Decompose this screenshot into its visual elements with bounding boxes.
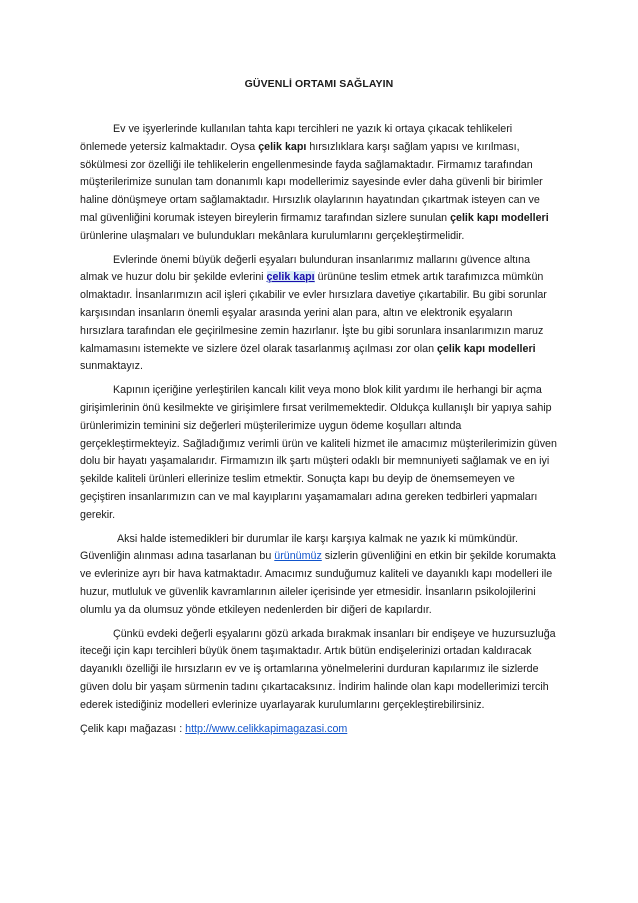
document-title: GÜVENLİ ORTAMI SAĞLAYIN bbox=[244, 78, 394, 90]
document-page bbox=[80, 78, 558, 744]
bold-keyword-celik-kapi: çelik kapı bbox=[258, 140, 307, 153]
paragraph-1-text-a: Ev ve işyerlerinde kullanılan tahta kapı tercihleri ne yazık ki ortaya çıkacak tehlikeleri önlemede yetersiz kalmaktadır. Oysa bbox=[80, 123, 513, 153]
celik-kapi-link[interactable]: çelik kapı bbox=[266, 271, 315, 284]
paragraph-2-text-a: Evlerinde önemi büyük değerli eşyaları bulunduran insanlarımız mallarını güvence altına almak ve huzur dolu bir şekilde evlerini bbox=[80, 253, 531, 284]
bold-keyword-celik-kapi-modelleri-2: çelik kapı modelleri bbox=[436, 342, 536, 355]
paragraph-2-text-c: ürününe teslim etmek artık tarafımızca mümkün olmaktadır. İnsanlarımızın acil işleri çıkabilir ve evler hırsızlara davetiye çıkartabilir. Bu gibi sorunlar karşısından insanların önemli eşyalar arasında yerini alan para, altın ve elektronik eşyaların hırsızlara tarafından ele geçirilmesine zemin hazırlanır. İşte bu gibi sorunlara insanlarımızın maruz kalmamasını istemekte ve sizlere özel olarak tasarlanmış açılması zor olan bbox=[80, 271, 547, 355]
paragraph-3: Kapının içeriğine yerleştirilen kancalı kilit veya mono blok kilit yardımı ile herhangi bir açma girişimlerinin önü kesilmekte ve girişimlere fırsat verilmemektedir. Oldukça kullanışlı bir yapıya sahip ürünlerimizin teminini siz değerleri müşterilerimize uygun ödeme koşulları altında gerçekleştirmekteyiz. Sağladığımız verimli ürün ve kaliteli hizmet ile amacımız müşterilerimizin güven dolu bir hayatı yaşamalarıdır. Firmamızın ilk şartı müşteri odaklı bir memnuniyeti sağlamak ve en iyi şekilde kaliteli ürünleri ellerinize teslim etmektir. Sonuçta kapı bu deyip de önemsemeyen ve geçiştiren insanlarımızın can ve mal kayıplarını yaşamamaları adına gereken tedbirleri yapmaları gerekir. bbox=[80, 384, 557, 521]
bold-keyword-celik-kapi-modelleri: çelik kapı modelleri bbox=[450, 211, 549, 224]
paragraph-1-text-d: ürünlerine ulaşmaları ve bulundukları mekânlara kurulumlarını gerçekleştirmelidir. bbox=[80, 229, 465, 242]
footer-label: Çelik kapı mağazası : bbox=[80, 722, 186, 735]
footer-line bbox=[80, 721, 558, 739]
paragraph-2 bbox=[80, 252, 558, 377]
paragraph-1 bbox=[80, 121, 558, 246]
paragraph-4-text-c: sizlerin güvenliğini en etkin bir şekilde korumakta ve evlerinize ayrı bir hava katmaktadır. Amacımız sunduğumuz kaliteli ve dayanıklı kapı modelleri ile huzur, mutluluk ve güvenlik kavramlarının aileler içerisinde yer etmesidir. İnsanların psikolojilerini olumlu ya da olumsuz yönde etkileyen nedenlerden bir diğeri de kapılardır. bbox=[80, 550, 556, 616]
paragraph-4-text-a: Aksi halde istemedikleri bir durumlar ile karşı karşıya kalmak ne yazık ki mümkündür. Güvenliğin alınması adına tasarlanan bu bbox=[80, 532, 518, 563]
store-url-link[interactable]: http://www.celikkapimagazasi.com bbox=[185, 722, 348, 735]
urunumuz-link[interactable]: ürünümüz bbox=[274, 550, 322, 563]
paragraph-1-text-c: hırsızlıklara karşı sağlam yapısı ve kırılması, sökülmesi zor özelliği ile tehlikelerin engellenmesinde fayda sağlamaktadır. Firmamız tarafından müşterilerimize sunulan tam donanımlı kapı modellerimiz sayesinde evler daha güvenli bir birimler haline dönüşmeye ortam sağlamaktadır. Hırsızlık olaylarının hayatından çıkartmak isteyen can ve mal güvenliğini korumak isteyen bireylerin firmamız tarafından sizlere sunulan bbox=[80, 140, 543, 224]
paragraph-2-text-d: sunmaktayız. bbox=[80, 360, 143, 373]
paragraph-4 bbox=[80, 531, 558, 620]
paragraph-5: Çünkü evdeki değerli eşyalarını gözü arkada bırakmak insanları bir endişeye ve huzursuzluğa iteceği için kapı tercihleri büyük önem taşımaktadır. Artık bütün endişelerinizi ortadan kaldıracak dayanıklı özelliği ile hırsızların ev ve iş ortamlarına yönelmelerini durduran kapılarımız ile sizlerde güven dolu bir yaşam sürmenin tadını çıkartacaksınız. İndirim halinde olan kapı modellerimizi tercih ederek istediğiniz modelleri evlerinize uyarlayarak kurulumlarını gerçekleştirebilirsiniz. bbox=[80, 627, 556, 711]
